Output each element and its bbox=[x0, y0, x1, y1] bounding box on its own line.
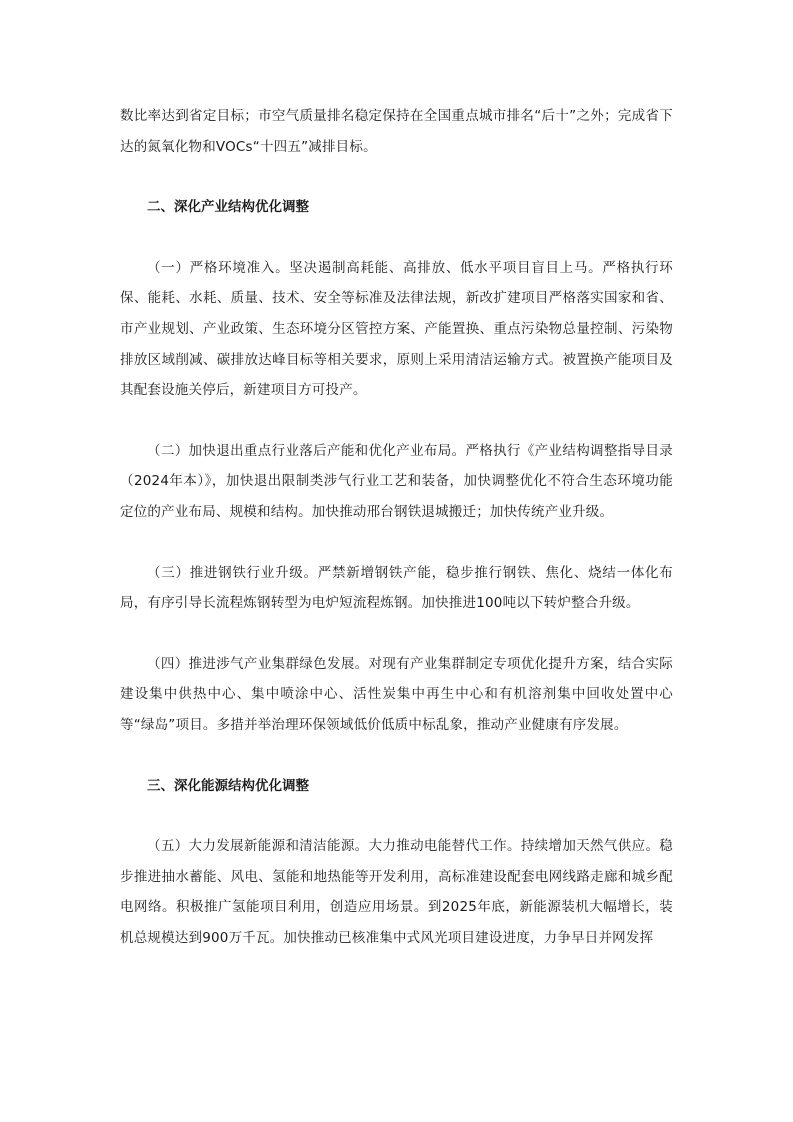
paragraph-item-5: （五）大力发展新能源和清洁能源。大力推动电能替代工作。持续增加天然气供应。稳步推进抽水蓄能、风电、氢能和地热能等开发利用，高标准建设配套电网线路走廊和城乡配电网络。积极推广氢能项目利用，创造应用场景。到2025年底，新能源装机大幅增长，装机总规模达到900万千瓦。加快推动已核准集中式风光项目建设进度，力争早日并网发挥 bbox=[120, 838, 673, 946]
intro-paragraph: 数比率达到省定目标；市空气质量排名稳定保持在全国重点城市排名“后十”之外；完成省下达的氮氧化物和VOCs“十四五”减排目标。 bbox=[120, 108, 673, 155]
section-heading-industry: 二、深化产业结构优化调整 bbox=[147, 199, 309, 216]
paragraph-item-1: （一）严格环境准入。坚决遏制高耗能、高排放、低水平项目盲目上马。严格执行环保、能耗、水耗、质量、技术、安全等标准及法律法规，新改扩建项目严格落实国家和省、市产业规划、产业政策、生态环境分区管控方案、产能置换、重点污染物总量控制、污染物排放区域削减、碳排放达峰目标等相关要求，原则上采用清洁运输方式。被置换产能项目及其配套设施关停后，新建项目方可投产。 bbox=[120, 259, 673, 399]
document-body bbox=[120, 101, 673, 953]
paragraph-item-4: （四）推进涉气产业集群绿色发展。对现有产业集群制定专项优化提升方案，结合实际建设集中供热中心、集中喷涂中心、活性炭集中再生中心和有机溶剂集中回收处置中心等“绿岛”项目。多措并举治理环保领域低价低质中标乱象，推动产业健康有序发展。 bbox=[120, 655, 673, 733]
paragraph-item-2: （二）加快退出重点行业落后产能和优化产业布局。严格执行《产业结构调整指导目录（2024年本）》，加快退出限制类涉气行业工艺和装备，加快调整优化不符合生态环境功能定位的产业布局、规模和结构。加快推动邢台钢铁退城搬迁；加快传统产业升级。 bbox=[120, 442, 673, 520]
paragraph-item-3: （三）推进钢铁行业升级。严禁新增钢铁产能，稳步推行钢铁、焦化、烧结一体化布局，有序引导长流程炼钢转型为电炉短流程炼钢。加快推进100吨以下转炉整合升级。 bbox=[120, 564, 673, 612]
section-heading-energy: 三、深化能源结构优化调整 bbox=[147, 777, 309, 794]
